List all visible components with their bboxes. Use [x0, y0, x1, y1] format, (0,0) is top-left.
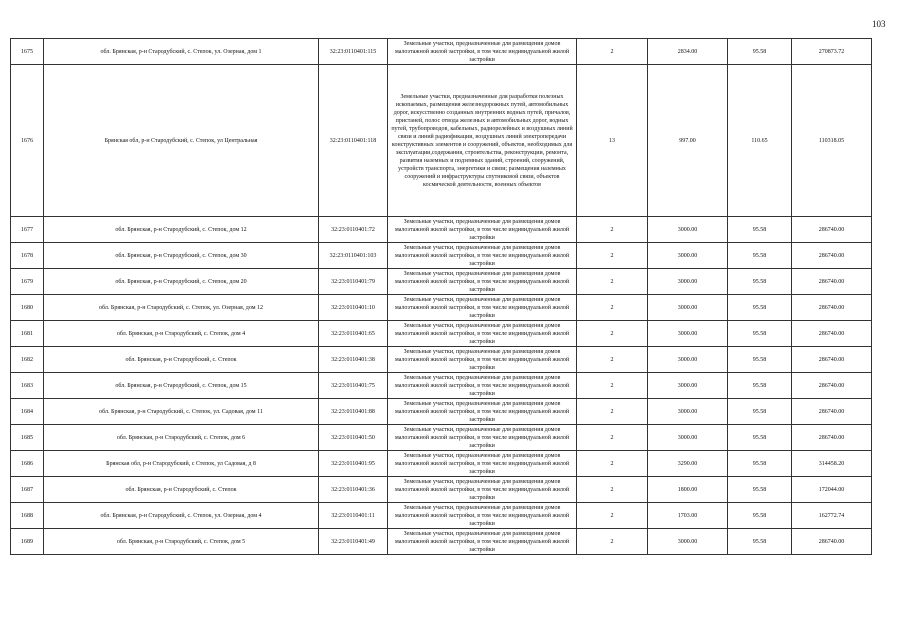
row-number: 1683: [11, 373, 44, 399]
area-cell: 3290.00: [648, 451, 728, 477]
category-cell: 13: [577, 65, 648, 217]
address-cell: обл. Брянская, р-н Стародубский, с. Степок: [44, 477, 319, 503]
cadastral-number-cell: 32:23:0110401:65: [319, 321, 388, 347]
row-number: 1684: [11, 399, 44, 425]
category-cell: 2: [577, 295, 648, 321]
rate-cell: 95.58: [728, 39, 792, 65]
cadastral-number-cell: 32:23:0110401:95: [319, 451, 388, 477]
table-row: [11, 217, 872, 243]
table-row: [11, 399, 872, 425]
permitted-use-cell: Земельные участки, предназначенные для размещения домов малоэтажной жилой застройки, в том числе индивидуальной жилой застройки: [388, 347, 577, 373]
address-cell: обл. Брянская, р-н Стародубский, с. Степок, ул. Озерная, дом 1: [44, 39, 319, 65]
address-cell: Брянская обл, р-н Стародубский, с. Степок, ул Центральная: [44, 65, 319, 217]
address-cell: обл. Брянская, р-н Стародубский, с. Степок: [44, 347, 319, 373]
table-row: [11, 295, 872, 321]
cadastral-number-cell: 32:23:0110401:79: [319, 269, 388, 295]
cadastral-value-cell: 110318.05: [792, 65, 872, 217]
rate-cell: 95.58: [728, 321, 792, 347]
table-row: [11, 425, 872, 451]
permitted-use-cell: Земельные участки, предназначенные для размещения домов малоэтажной жилой застройки, в том числе индивидуальной жилой застройки: [388, 373, 577, 399]
permitted-use-cell: Земельные участки, предназначенные для размещения домов малоэтажной жилой застройки, в том числе индивидуальной жилой застройки: [388, 269, 577, 295]
row-number: 1675: [11, 39, 44, 65]
table-row: [11, 65, 872, 217]
row-number: 1676: [11, 65, 44, 217]
rate-cell: 95.58: [728, 217, 792, 243]
cadastral-value-cell: 286740.00: [792, 295, 872, 321]
area-cell: 3000.00: [648, 529, 728, 555]
area-cell: 3000.00: [648, 425, 728, 451]
cadastral-number-cell: 32:23:0110401:38: [319, 347, 388, 373]
address-cell: обл. Брянская, р-н Стародубский, с. Степок, дом 5: [44, 529, 319, 555]
area-cell: 2834.00: [648, 39, 728, 65]
category-cell: 2: [577, 321, 648, 347]
permitted-use-cell: Земельные участки, предназначенные для размещения домов малоэтажной жилой застройки, в том числе индивидуальной жилой застройки: [388, 503, 577, 529]
rate-cell: 110.65: [728, 65, 792, 217]
cadastral-number-cell: 32:23:0110401:103: [319, 243, 388, 269]
category-cell: 2: [577, 243, 648, 269]
rate-cell: 95.58: [728, 529, 792, 555]
category-cell: 2: [577, 399, 648, 425]
address-cell: обл. Брянская, р-н Стародубский, с. Степок, дом 30: [44, 243, 319, 269]
category-cell: 2: [577, 39, 648, 65]
address-cell: Брянская обл, р-н Стародубский, с Степок, ул Садовая, д 8: [44, 451, 319, 477]
cadastral-number-cell: 32:23:0110401:115: [319, 39, 388, 65]
cadastral-number-cell: 32:23:0110401:50: [319, 425, 388, 451]
table-row: [11, 269, 872, 295]
rate-cell: 95.58: [728, 425, 792, 451]
cadastral-number-cell: 32:23:0110401:11: [319, 503, 388, 529]
cadastral-value-cell: 286740.00: [792, 269, 872, 295]
cadastral-number-cell: 32:23:0110401:10: [319, 295, 388, 321]
cadastral-value-cell: 270873.72: [792, 39, 872, 65]
permitted-use-cell: Земельные участки, предназначенные для размещения домов малоэтажной жилой застройки, в том числе индивидуальной жилой застройки: [388, 295, 577, 321]
cadastral-number-cell: 32:23:0110401:49: [319, 529, 388, 555]
table-row: [11, 477, 872, 503]
category-cell: 2: [577, 451, 648, 477]
area-cell: 3000.00: [648, 217, 728, 243]
cadastral-value-cell: 286740.00: [792, 243, 872, 269]
address-cell: обл. Брянская, р-н Стародубский, с. Степок, дом 4: [44, 321, 319, 347]
table-row: [11, 373, 872, 399]
row-number: 1682: [11, 347, 44, 373]
cadastral-value-cell: 286740.00: [792, 529, 872, 555]
rate-cell: 95.58: [728, 269, 792, 295]
category-cell: 2: [577, 425, 648, 451]
address-cell: обл. Брянская, р-н Стародубский, с. Степок, дом 6: [44, 425, 319, 451]
cadastral-number-cell: 32:23:0110401:36: [319, 477, 388, 503]
cadastral-value-cell: 314458.20: [792, 451, 872, 477]
cadastral-value-cell: 286740.00: [792, 373, 872, 399]
permitted-use-cell: Земельные участки, предназначенные для размещения домов малоэтажной жилой застройки, в том числе индивидуальной жилой застройки: [388, 451, 577, 477]
row-number: 1685: [11, 425, 44, 451]
row-number: 1679: [11, 269, 44, 295]
address-cell: обл. Брянская, р-н Стародубский, с. Степок, ул. Садовая, дом 11: [44, 399, 319, 425]
permitted-use-cell: Земельные участки, предназначенные для размещения домов малоэтажной жилой застройки, в том числе индивидуальной жилой застройки: [388, 217, 577, 243]
rate-cell: 95.58: [728, 451, 792, 477]
area-cell: 3000.00: [648, 321, 728, 347]
area-cell: 1800.00: [648, 477, 728, 503]
category-cell: 2: [577, 347, 648, 373]
table-row: [11, 321, 872, 347]
cadastral-value-table: [10, 38, 872, 555]
table-row: [11, 243, 872, 269]
rate-cell: 95.58: [728, 347, 792, 373]
row-number: 1681: [11, 321, 44, 347]
table-row: [11, 503, 872, 529]
table-row: [11, 347, 872, 373]
permitted-use-cell: Земельные участки, предназначенные для размещения домов малоэтажной жилой застройки, в том числе индивидуальной жилой застройки: [388, 477, 577, 503]
rate-cell: 95.58: [728, 477, 792, 503]
rate-cell: 95.58: [728, 399, 792, 425]
category-cell: 2: [577, 477, 648, 503]
row-number: 1689: [11, 529, 44, 555]
rate-cell: 95.58: [728, 373, 792, 399]
permitted-use-cell: Земельные участки, предназначенные для размещения домов малоэтажной жилой застройки, в том числе индивидуальной жилой застройки: [388, 529, 577, 555]
row-number: 1687: [11, 477, 44, 503]
table-row: [11, 529, 872, 555]
cadastral-value-cell: 286740.00: [792, 399, 872, 425]
cadastral-number-cell: 32:23:0110401:75: [319, 373, 388, 399]
rate-cell: 95.58: [728, 243, 792, 269]
row-number: 1678: [11, 243, 44, 269]
page-number: 103: [872, 19, 886, 29]
cadastral-value-cell: 162772.74: [792, 503, 872, 529]
cadastral-value-cell: 286740.00: [792, 217, 872, 243]
address-cell: обл. Брянская, р-н Стародубский, с. Степок, дом 15: [44, 373, 319, 399]
category-cell: 2: [577, 529, 648, 555]
rate-cell: 95.58: [728, 295, 792, 321]
cadastral-value-cell: 286740.00: [792, 425, 872, 451]
address-cell: обл. Брянская, р-н Стародубский, с. Степок, дом 20: [44, 269, 319, 295]
permitted-use-cell: Земельные участки, предназначенные для размещения домов малоэтажной жилой застройки, в том числе индивидуальной жилой застройки: [388, 399, 577, 425]
address-cell: обл. Брянская, р-н Стародубский, с. Степок, ул. Озерная, дом 4: [44, 503, 319, 529]
row-number: 1688: [11, 503, 44, 529]
row-number: 1677: [11, 217, 44, 243]
address-cell: обл. Брянская, р-н Стародубский, с. Степок, ул. Озерная, дом 12: [44, 295, 319, 321]
permitted-use-cell: Земельные участки, предназначенные для размещения домов малоэтажной жилой застройки, в том числе индивидуальной жилой застройки: [388, 243, 577, 269]
row-number: 1680: [11, 295, 44, 321]
cadastral-value-cell: 286740.00: [792, 347, 872, 373]
area-cell: 3000.00: [648, 347, 728, 373]
permitted-use-cell: Земельные участки, предназначенные для размещения домов малоэтажной жилой застройки, в том числе индивидуальной жилой застройки: [388, 425, 577, 451]
category-cell: 2: [577, 503, 648, 529]
area-cell: 3000.00: [648, 373, 728, 399]
area-cell: 997.00: [648, 65, 728, 217]
area-cell: 1703.00: [648, 503, 728, 529]
row-number: 1686: [11, 451, 44, 477]
area-cell: 3000.00: [648, 399, 728, 425]
category-cell: 2: [577, 269, 648, 295]
rate-cell: 95.58: [728, 503, 792, 529]
cadastral-number-cell: 32:23:0110401:118: [319, 65, 388, 217]
category-cell: 2: [577, 217, 648, 243]
permitted-use-cell: Земельные участки, предназначенные для разработки полезных ископаемых, размещения железнодорожных путей, автомобильных дорог, искусственно созданных внутренних водных путей, причалов, пристаней, полос отвода железных и автомобильных дорог, водных путей, трубопроводов, кабельных, радиорелейных и воздушных линий связи и линий радиофикации, воздушных линий электропередачи конструктивных элементов и сооружений, объектов, необходимых для эксплуатации,содержания, строительства, реконструкции, ремонта, развития наземных и подземных зданий, строений, сооружений, устройств транспорта, энергетики и связи; размещения наземных сооружений и инфраструктуры спутниковой связи, объектов космической деятельности, военных объектов: [388, 65, 577, 217]
area-cell: 3000.00: [648, 295, 728, 321]
area-cell: 3000.00: [648, 269, 728, 295]
cadastral-value-cell: 286740.00: [792, 321, 872, 347]
area-cell: 3000.00: [648, 243, 728, 269]
table-row: [11, 451, 872, 477]
cadastral-number-cell: 32:23:0110401:72: [319, 217, 388, 243]
permitted-use-cell: Земельные участки, предназначенные для размещения домов малоэтажной жилой застройки, в том числе индивидуальной жилой застройки: [388, 39, 577, 65]
address-cell: обл. Брянская, р-н Стародубский, с. Степок, дом 12: [44, 217, 319, 243]
permitted-use-cell: Земельные участки, предназначенные для размещения домов малоэтажной жилой застройки, в том числе индивидуальной жилой застройки: [388, 321, 577, 347]
cadastral-number-cell: 32:23:0110401:88: [319, 399, 388, 425]
table-row: [11, 39, 872, 65]
category-cell: 2: [577, 373, 648, 399]
cadastral-value-cell: 172044.00: [792, 477, 872, 503]
table-body: [11, 39, 872, 555]
